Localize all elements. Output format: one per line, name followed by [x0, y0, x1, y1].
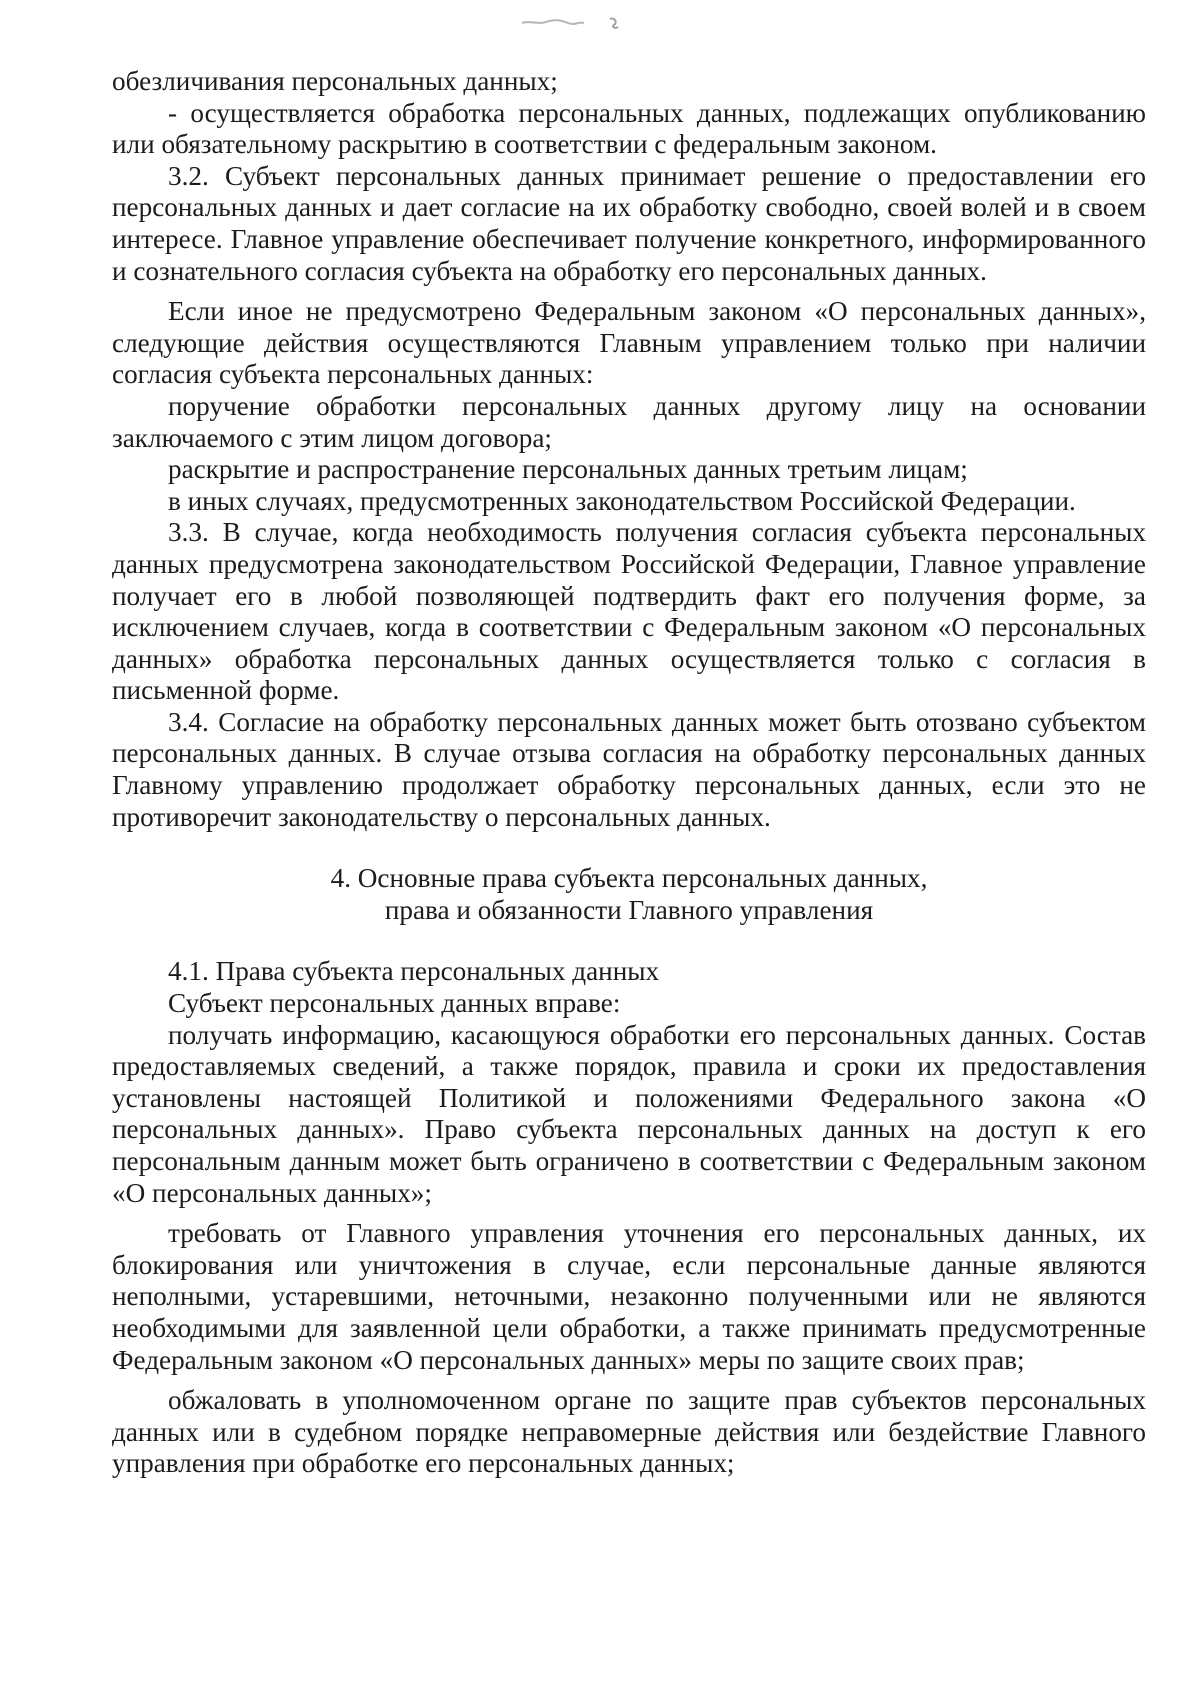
paragraph-3-4: 3.4. Согласие на обработку персональных данных может быть отозвано субъектом персональных данных. В случае отзыва согласия на обработку персональных данных Главному управлению продолжает обработку персональных данных, если это не противоречит законодательству о персональных данных. [112, 706, 1146, 832]
paragraph-entitled: Субъект персональных данных вправе: [168, 988, 621, 1019]
paragraph-other-cases: в иных случаях, предусмотренных законодательством Российской Федерации. [168, 485, 1076, 516]
paragraph-demand: требовать от Главного управления уточнения его персональных данных, их блокирования или уничтожения в случае, если персональные данные являются неполными, устаревшими, неточными, незаконно полученными или не являются необходимыми для заявленной цели обработки, а также принимать предусмотренные Федеральным законом «О персональных данных» меры по защите своих прав; [112, 1218, 1146, 1375]
paragraph-assign-processing: поручение обработки персональных данных другому лицу на основании заключаемого с этим лицом договора; [112, 390, 1146, 453]
paragraph-4-1: 4.1. Права субъекта персональных данных [168, 956, 660, 987]
paragraph-appeal: обжаловать в уполномоченном органе по защите прав субъектов персональных данных или в судебном порядке неправомерные действия или бездействие Главного управления при обработке его персональных данных; [112, 1385, 1146, 1479]
paragraph-3-3: 3.3. В случае, когда необходимость получения согласия субъекта персональных данных предусмотрена законодательством Российской Федерации, Главное управление получает его в любой позволяющей подтвердить факт его получения форме, за исключением случаев, когда в соответствии с Федеральным законом «О персональных данных» обработка персональных данных осуществляется только с согласия в письменной форме. [112, 517, 1146, 706]
paragraph-unless-provided: Если иное не предусмотрено Федеральным законом «О персональных данных», следующие действия осуществляются Главным управлением только при наличии согласия субъекта персональных данных: [112, 296, 1146, 390]
paragraph-continuation: обезличивания персональных данных; [112, 66, 558, 96]
paragraph-disclosure: раскрытие и распространение персональных данных третьим лицам; [168, 454, 968, 485]
scan-artifact [520, 14, 640, 30]
section-heading [112, 863, 1146, 926]
section-heading-line-1: 4. Основные права субъекта персональных данных, [330, 863, 928, 894]
paragraph-3-2: 3.2. Субъект персональных данных принимает решение о предоставлении его персональных данных и дает согласие на их обработку свободно, своей волей и в своем интересе. Главное управление обеспечивает получение конкретного, информированного и сознательного согласия субъекта на обработку его персональных данных. [112, 160, 1146, 286]
paragraph-receive-info: получать информацию, касающуюся обработки его персональных данных. Состав предоставляемых сведений, а также порядок, правила и сроки их предоставления установлены настоящей Политикой и положениями Федерального закона «О персональных данных». Право субъекта персональных данных на доступ к его персональным данным может быть ограничено в соответствии с Федеральным законом «О персональных данных»; [112, 1019, 1146, 1208]
document-page [112, 66, 1146, 1480]
paragraph-published-data: - осуществляется обработка персональных данных, подлежащих опубликованию или обязательному раскрытию в соответствии с федеральным законом. [112, 97, 1146, 160]
section-heading-line-2: права и обязанности Главного управления [384, 894, 874, 925]
